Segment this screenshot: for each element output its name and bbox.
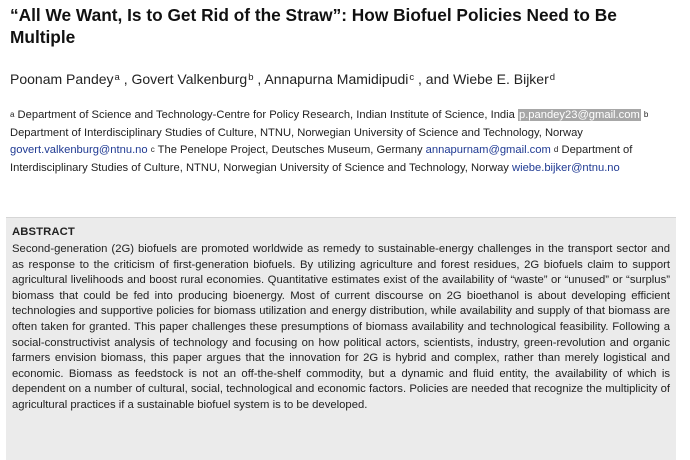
author-name: Wiebe E. Bijker (453, 71, 549, 87)
email-link[interactable]: govert.valkenburg@ntnu.no (10, 144, 148, 156)
email-link[interactable]: p.pandey23@gmail.com (518, 109, 640, 121)
affiliation-mark: a (10, 110, 15, 119)
author-separator: , (253, 71, 265, 87)
abstract-heading: ABSTRACT (12, 226, 75, 238)
author-separator: , (119, 71, 132, 87)
affiliation-text: The Penelope Project, Deutsches Museum, Germany (154, 144, 426, 156)
paper-title: “All We Want, Is to Get Rid of the Straw”: How Biofuel Policies Need to Be Multiple (10, 5, 617, 47)
author-separator: , and (414, 71, 454, 87)
author-name: Poonam Pandey (10, 71, 114, 87)
email-link[interactable]: annapurnam@gmail.com (425, 144, 551, 156)
author-name: Govert Valkenburg (131, 71, 248, 87)
author-list (10, 69, 686, 89)
author-affiliation-mark: a (114, 72, 120, 83)
author-affiliation-mark: c (409, 72, 415, 83)
author-affiliation-mark: b (248, 72, 254, 83)
author-name: Annapurna Mamidipudi (264, 71, 409, 87)
affiliation-mark: b (643, 110, 649, 119)
affiliation-text: Department of Science and Technology-Centre for Policy Research, Indian Institute of Science, India (14, 109, 518, 121)
affiliation-text: Department of Interdisciplinary Studies of Culture, NTNU, Norwegian University of Science and Technology, Norway (10, 126, 583, 139)
affiliation-mark: c (150, 145, 155, 154)
email-link[interactable]: wiebe.bijker@ntnu.no (512, 161, 620, 174)
abstract-text: Second-generation (2G) biofuels are promoted worldwide as remedy to sustainable-energy challenges in the transport sector and as response to the criticism of first-generation biofuels. By utilizing agriculture and forest residues, 2G biofuels claim to support agricultural livelihoods and boost rural economies. Quantitative estimates exist of the availability of “waste” or “unused” or “surplus” biomass that could be fed into producing bioenergy. Most of current discourse on 2G bioethanol is about developing efficient technologies and supportive policies for biomass utilization and energy distribution, while availability and supply of that biomass are often taken for granted. This paper challenges these presumptions of biomass availability and technological feasibility. Following a social-constructivist analysis of technology and focusing on how political actors, scientists, industry, green-revolution and organic farmers envision biomass, this paper argues that the innovation for 2G is hybrid and complex, rather than merely logistical and economic. Biomass as feedstock is not an off-the-shelf commodity, but a dynamic and fluid entity, the availability of which is dependent on a number of cultural, social, technological and economic factors. Policies are needed that recognize the multiplicity of agricultural practices if a sustainable biofuel system is to be developed. (12, 243, 670, 411)
affiliation-text: Department of Interdisciplinary Studies of Culture, NTNU, Norwegian University of Science and Technology, Norway (10, 144, 633, 174)
affiliation-mark: d (553, 145, 559, 154)
author-affiliation-mark: d (549, 72, 556, 83)
affiliation-list (10, 107, 686, 177)
